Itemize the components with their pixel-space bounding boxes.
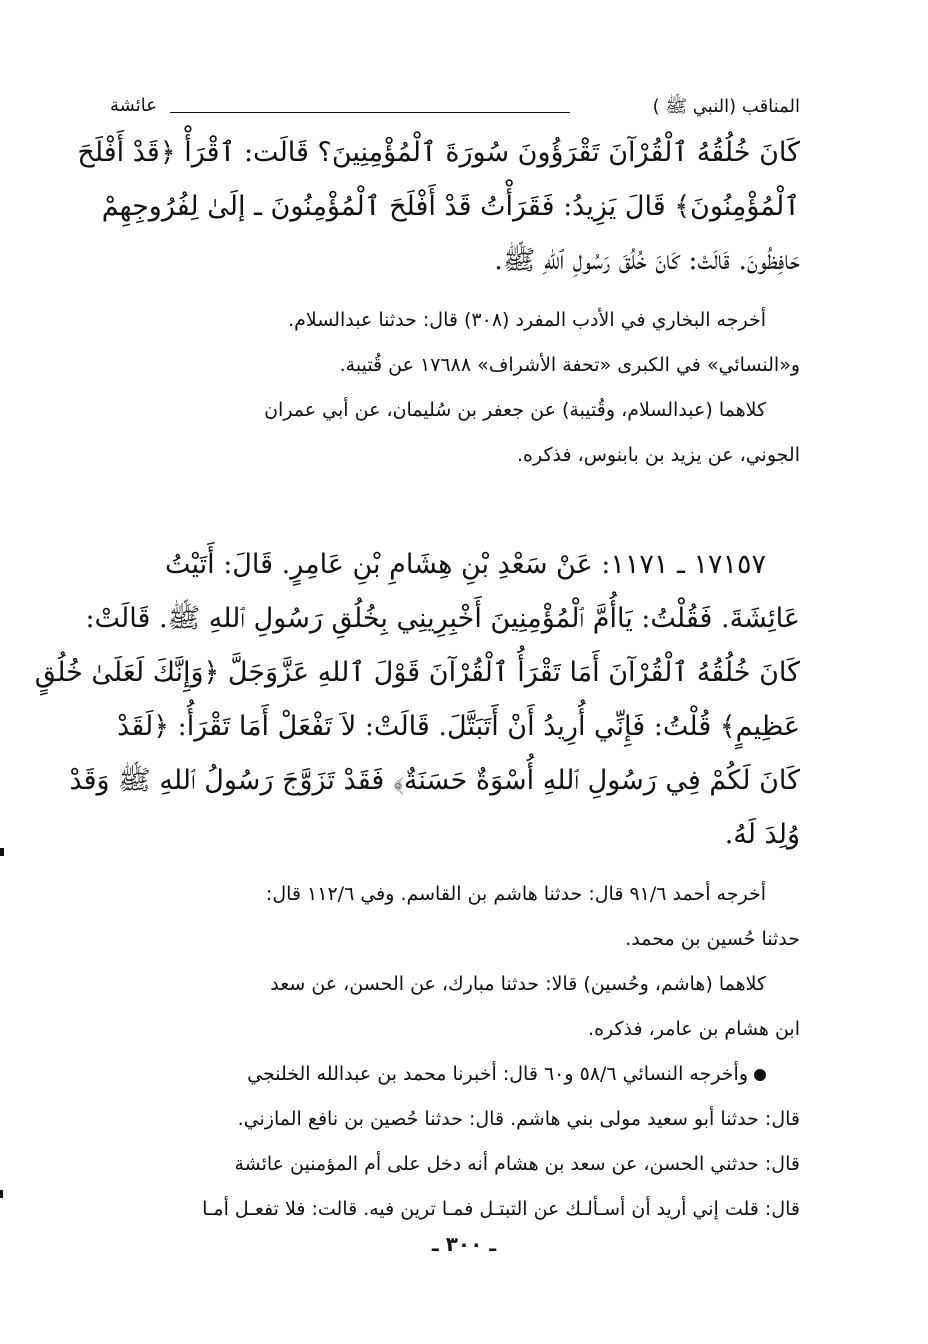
note-line: الجوني، عن يزيد بن بابنوس، فذكره. — [516, 444, 800, 466]
takhrij-note-2 — [120, 872, 800, 1232]
hadith-entry-17157 — [34, 538, 800, 862]
note-line — [120, 1052, 800, 1097]
header-section-title: المناقب (النبي ﷺ ) — [652, 96, 800, 117]
note-line: قال: قلت إني أريد أن أسـألـك عن التبتـل فمـا ترين فيه. قالت: فلا تفعـل أمـا — [202, 1198, 800, 1220]
takhrij-note-1 — [120, 298, 800, 478]
running-header — [110, 95, 800, 125]
bullet-icon — [754, 1069, 766, 1081]
note-text: وأخرجه النسائي ٥٨/٦ و٦٠ قال: أخبرنا محمد بن عبدالله الخلنجي — [247, 1063, 748, 1085]
hadith-line: عَائِشَةَ. فَقُلْتُ: يَاأُمَّ ٱلْمُؤْمِنِينَ أَخْبِرِينِي بِخُلُقِ رَسُولِ ٱللهِ ﷺ. قَالَتْ: — [85, 603, 800, 634]
hadith-line: حَافِظُونَ. قَالَتْ: كَانَ خُلُقَ رَسُولِ ٱللهِ ﷺ. — [494, 245, 800, 276]
note-line: قال: حدثني الحسن، عن سعد بن هشام أنه دخل على أم المؤمنين عائشة — [234, 1153, 800, 1175]
note-line: كلاهما (عبدالسلام، وقُتيبة) عن جعفر بن سُليمان، عن أبي عمران — [264, 399, 766, 421]
hadith-line: كَانَ خُلُقُهُ ٱلْقُرْآنَ تَقْرَؤُونَ سُورَةَ ٱلْمُؤْمِنِينَ؟ قَالَت: ٱقْرَأْ ﴿قَدْ أَفْلَحَ — [77, 137, 800, 168]
note-line: ابن هشام بن عامر، فذكره. — [588, 1018, 800, 1040]
note-line: كلاهما (هاشم، وحُسين) قالا: حدثنا مبارك، عن الحسن، عن سعد — [270, 973, 766, 995]
hadith-line: كَانَ خُلُقُهُ ٱلْقُرْآنَ أَمَا تَقْرَأُ ٱلْقُرْآنَ قَوْلَ ٱللهِ عَزَّوَجَلَّ ﴿وَإِنَّكَ لَعَلَىٰ خُلُقٍ — [34, 657, 800, 688]
hadith-continuation — [77, 126, 800, 288]
scan-mark — [0, 1190, 3, 1198]
header-rule — [170, 112, 570, 113]
hadith-line: ١٧١٥٧ ـ ١١٧١: عَنْ سَعْدِ بْنِ هِشَامِ بْنِ عَامِرٍ. قَالَ: أَتَيْتُ — [164, 549, 766, 580]
note-line: و«النسائي» في الكبرى «تحفة الأشراف» ١٧٦٨٨ عن قُتيبة. — [339, 354, 800, 376]
hadith-line: كَانَ لَكُمْ فِي رَسُولِ ٱللهِ أُسْوَةٌ حَسَنَةٌ﴾ فَقَدْ تَزَوَّجَ رَسُولُ ٱللهِ ﷺ وَقَدْ — [69, 765, 800, 796]
page-number: ـ ٣٠٠ ـ — [431, 1232, 497, 1256]
note-line: أخرجه أحمد ٩١/٦ قال: حدثنا هاشم بن القاسم. وفي ١١٢/٦ قال: — [265, 883, 766, 905]
hadith-line: وُلِدَ لَهُ. — [724, 819, 800, 850]
hadith-line: ٱلْمُؤْمِنُونَ﴾ قَالَ يَزِيدُ: فَقَرَأْتُ قَدْ أَفْلَحَ ٱلْمُؤْمِنُونَ ـ إلَىٰ لِفُرُوجِهِمْ — [101, 191, 800, 222]
note-line: قال: حدثنا أبو سعيد مولى بني هاشم. قال: حدثنا حُصين بن نافع المازني. — [237, 1108, 800, 1130]
header-subject: عائشة — [110, 95, 157, 116]
note-line: أخرجه البخاري في الأدب المفرد (٣٠٨) قال: حدثنا عبدالسلام. — [288, 309, 766, 331]
note-line: حدثنا حُسين بن محمد. — [625, 928, 800, 950]
hadith-line: عَظِيمٍ﴾ قُلْتُ: فَإِنِّي أُرِيدُ أَنْ أَتَبَتَّلَ. قَالَتْ: لاَ تَفْعَلْ أَمَا تَقْرَأُ: ﴿لَقَدْ — [117, 711, 800, 742]
scan-mark — [0, 848, 4, 856]
